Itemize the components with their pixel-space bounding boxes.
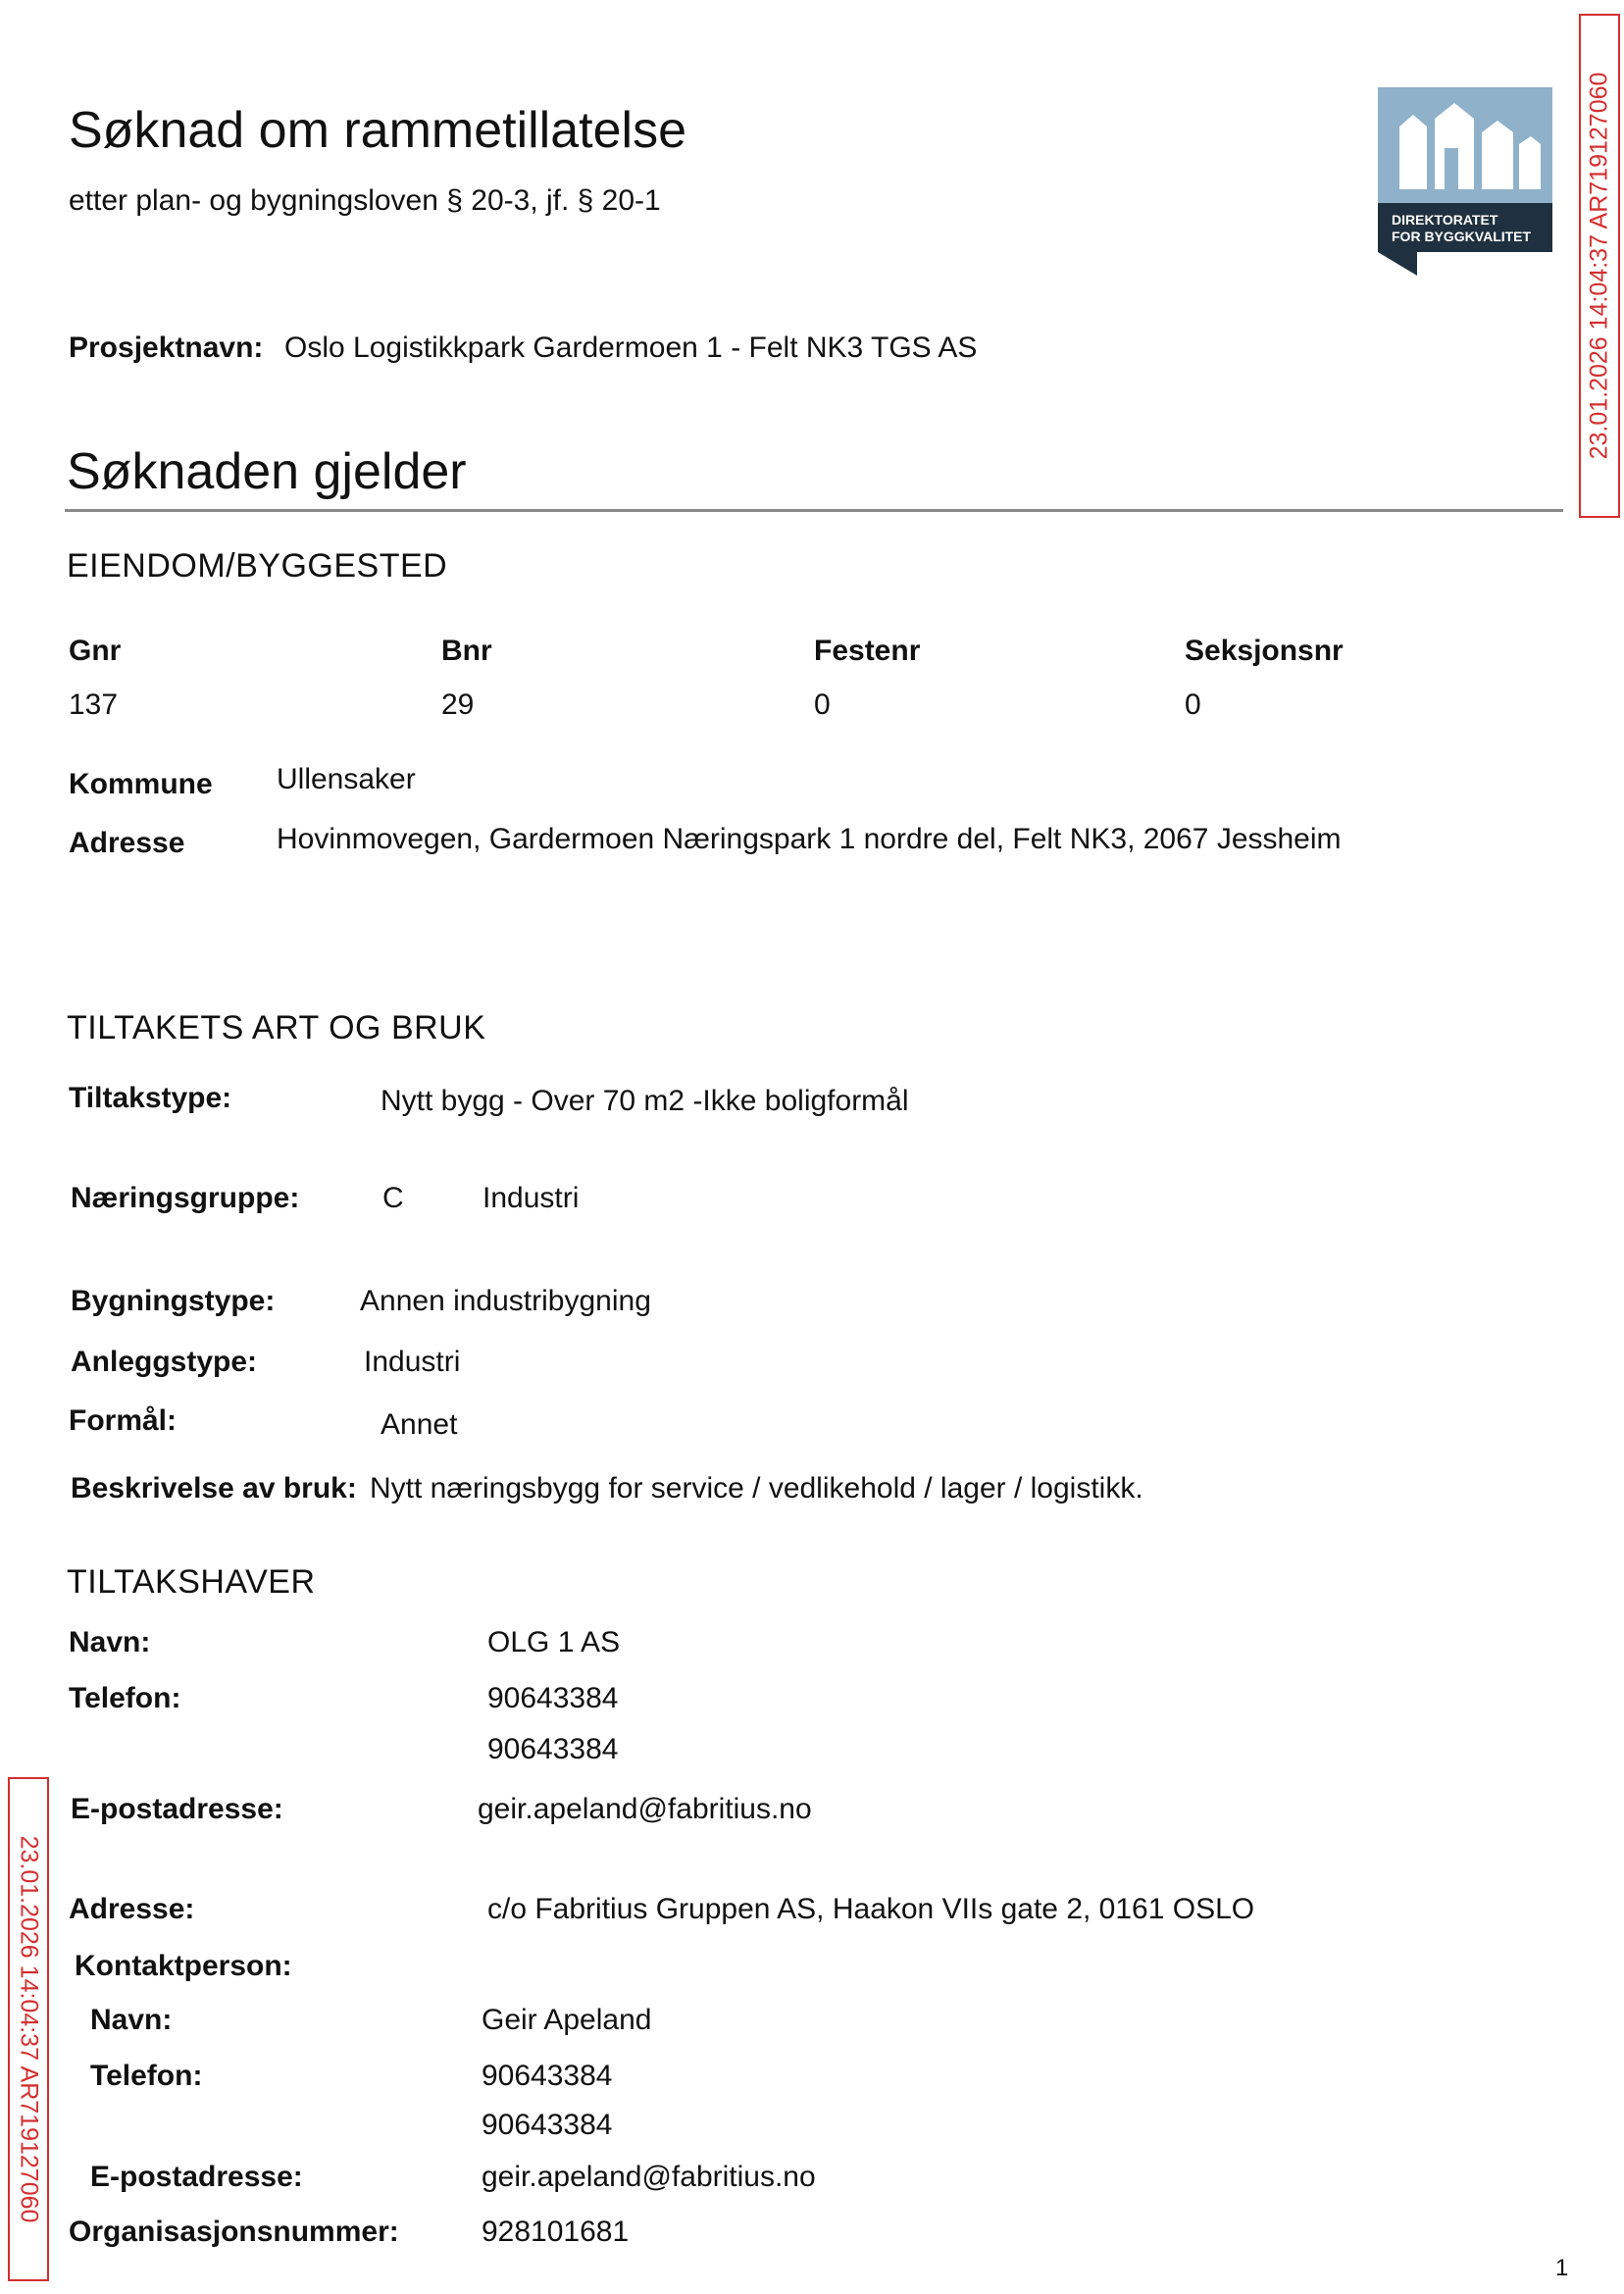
logo-org-line2: FOR BYGGKVALITET xyxy=(1392,229,1532,244)
naeringsgruppe-label: Næringsgruppe: xyxy=(71,1182,300,1214)
measure-heading: TILTAKETS ART OG BRUK xyxy=(67,1009,486,1046)
kommune-label: Kommune xyxy=(69,768,213,800)
project-value: Oslo Logistikkpark Gardermoen 1 - Felt NK3 TGS AS xyxy=(284,331,978,364)
contact-telefon-value: 90643384 xyxy=(482,2060,613,2092)
formaal-value: Annet xyxy=(381,1408,458,1441)
timestamp-stamp-left xyxy=(8,1777,49,2281)
gnr-label: Gnr xyxy=(69,635,122,667)
formaal-label: Formål: xyxy=(69,1404,178,1437)
contact-telefon-label: Telefon: xyxy=(90,2060,203,2092)
timestamp-stamp-top xyxy=(1579,14,1620,518)
project-label: Prosjektnavn: xyxy=(69,331,264,364)
owner-telefon-label: Telefon: xyxy=(69,1682,181,1714)
contact-person-label: Kontaktperson: xyxy=(75,1950,292,1982)
naeringsgruppe-code: C xyxy=(382,1182,404,1214)
org-number-value: 928101681 xyxy=(482,2216,630,2248)
owner-telefon-value: 90643384 xyxy=(487,1682,619,1714)
beskrivelse-label: Beskrivelse av bruk: xyxy=(71,1472,357,1504)
page-number: 1 xyxy=(1555,2255,1569,2281)
contact-navn-label: Navn: xyxy=(90,2004,173,2036)
owner-navn-value: OLG 1 AS xyxy=(487,1626,621,1658)
contact-telefon-value-2: 90643384 xyxy=(482,2109,613,2141)
property-heading: EIENDOM/BYGGESTED xyxy=(67,547,448,585)
dibk-logo xyxy=(1378,87,1552,276)
stamp-text-top: 23.01.2026 14:04:37 AR719127060 xyxy=(1585,72,1613,460)
bnr-value: 29 xyxy=(441,688,475,721)
owner-epost-value: geir.apeland@fabritius.no xyxy=(478,1793,812,1825)
owner-telefon-value-2: 90643384 xyxy=(487,1733,619,1765)
bygningstype-value: Annen industribygning xyxy=(360,1285,651,1317)
logo-org-line1: DIREKTORATET xyxy=(1392,212,1498,228)
anleggstype-label: Anleggstype: xyxy=(71,1346,258,1378)
dibk-logo-icon xyxy=(1378,87,1552,276)
beskrivelse-value: Nytt næringsbygg for service / vedlikehold / lager / logistikk. xyxy=(370,1472,1143,1504)
section-divider xyxy=(65,509,1563,512)
kommune-value: Ullensaker xyxy=(277,763,416,795)
contact-epost-value: geir.apeland@fabritius.no xyxy=(482,2161,816,2193)
stamp-text-left: 23.01.2026 14:04:37 AR719127060 xyxy=(15,1835,43,2223)
document-title: Søknad om rammetillatelse xyxy=(69,102,686,159)
document-subtitle: etter plan- og bygningsloven § 20-3, jf. § 20-1 xyxy=(69,184,661,217)
gnr-value: 137 xyxy=(69,688,119,721)
contact-epost-label: E-postadresse: xyxy=(90,2161,303,2193)
festenr-value: 0 xyxy=(814,688,831,721)
adresse-label: Adresse xyxy=(69,827,185,859)
festenr-label: Festenr xyxy=(814,635,921,667)
contact-navn-value: Geir Apeland xyxy=(482,2004,652,2036)
bnr-label: Bnr xyxy=(441,635,492,667)
seksjonsnr-label: Seksjonsnr xyxy=(1185,635,1344,667)
owner-navn-label: Navn: xyxy=(69,1626,151,1658)
owner-epost-label: E-postadresse: xyxy=(71,1793,283,1825)
org-number-label: Organisasjonsnummer: xyxy=(69,2216,399,2248)
seksjonsnr-value: 0 xyxy=(1185,688,1201,721)
tiltakstype-label: Tiltakstype: xyxy=(69,1082,232,1114)
section-title: Søknaden gjelder xyxy=(67,443,467,500)
tiltakstype-value: Nytt bygg - Over 70 m2 -Ikke boligformål xyxy=(381,1085,909,1117)
bygningstype-label: Bygningstype: xyxy=(71,1285,276,1317)
adresse-value: Hovinmovegen, Gardermoen Næringspark 1 nordre del, Felt NK3, 2067 Jessheim xyxy=(277,823,1342,855)
owner-adresse-value: c/o Fabritius Gruppen AS, Haakon VIIs gate 2, 0161 OSLO xyxy=(487,1893,1255,1925)
naeringsgruppe-value: Industri xyxy=(482,1182,580,1214)
anleggstype-value: Industri xyxy=(364,1346,461,1378)
owner-adresse-label: Adresse: xyxy=(69,1893,195,1925)
owner-heading: TILTAKSHAVER xyxy=(67,1563,316,1601)
